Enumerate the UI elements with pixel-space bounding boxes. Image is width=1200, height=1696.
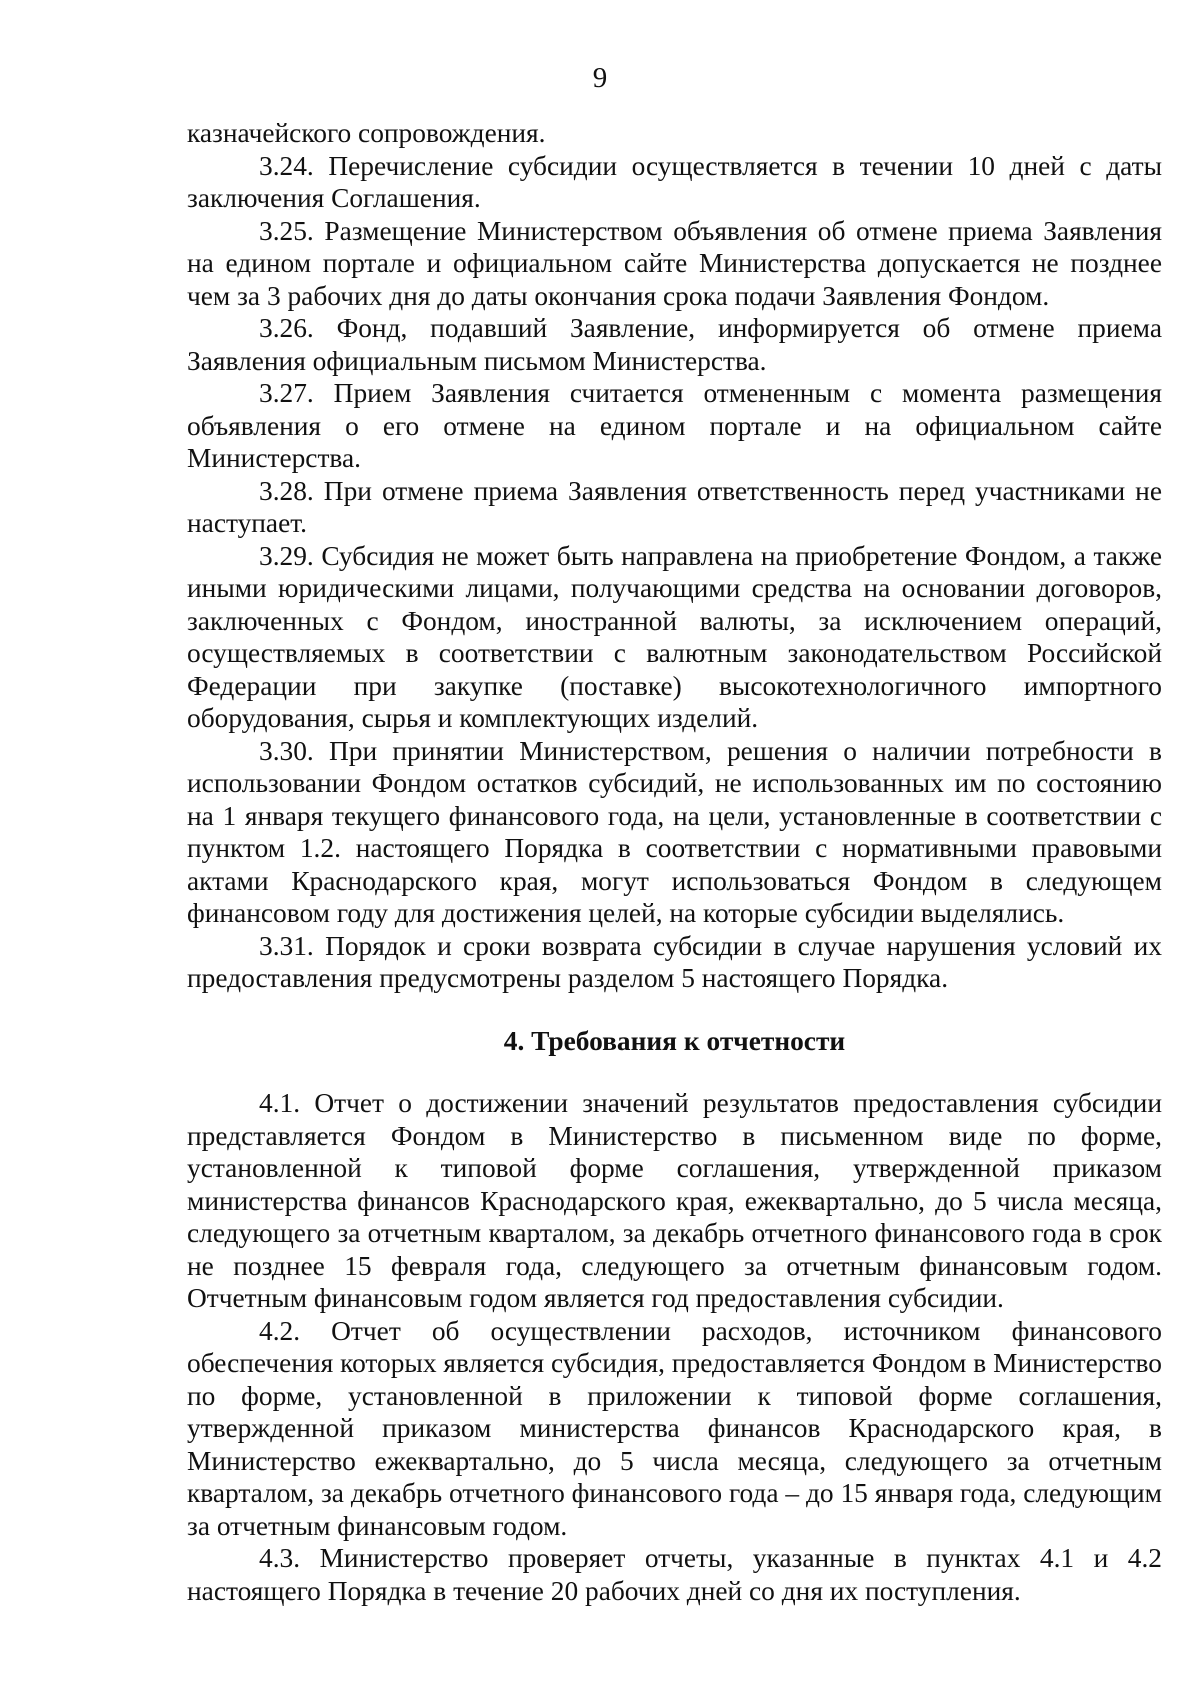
paragraph-3-26: 3.26. Фонд, подавший Заявление, информируется об отмене приема Заявления официальным письмом Министерства. bbox=[187, 313, 1162, 376]
paragraph-continuation: казначейского сопровождения. bbox=[187, 118, 546, 148]
paragraph-3-31: 3.31. Порядок и сроки возврата субсидии в случае нарушения условий их предоставления предусмотрены разделом 5 настоящего Порядка. bbox=[187, 930, 1162, 993]
paragraph-3-29: 3.29. Субсидия не может быть направлена на приобретение Фондом, а также иными юридическими лицами, получающими средства на основании договоров, заключенных с Фондом, иностранной валюты, за исключением операций, осуществляемых в соответствии с валютным законодательством Российской Федерации при закупке (поставке) высокотехнологичного импортного оборудования, сырья и комплектующих изделий. bbox=[187, 540, 1162, 733]
paragraph-4-3: 4.3. Министерство проверяет отчеты, указанные в пунктах 4.1 и 4.2 настоящего Порядка в течение 20 рабочих дней со дня их поступления. bbox=[187, 1543, 1162, 1606]
document-body bbox=[187, 117, 1162, 1607]
paragraph-4-2: 4.2. Отчет об осуществлении расходов, источником финансового обеспечения которых является субсидия, предоставляется Фондом в Министерство по форме, установленной в приложении к типовой форме соглашения, утвержденной приказом министерства финансов Краснодарского края, в Министерство ежеквартально, до 5 числа месяца, следующего за отчетным кварталом, за декабрь отчетного финансового года – до 15 января года, следующим за отчетным финансовым годом. bbox=[187, 1315, 1162, 1541]
paragraph-3-28: 3.28. При отмене приема Заявления ответственность перед участниками не наступает. bbox=[187, 475, 1162, 538]
paragraph-3-30: 3.30. При принятии Министерством, решения о наличии потребности в использовании Фондом остатков субсидий, не использованных им по состоянию на 1 января текущего финансового года, на цели, установленные в соответствии с пунктом 1.2. настоящего Порядка в соответствии с нормативными правовыми актами Краснодарского края, могут использоваться Фондом в следующем финансовом году для достижения целей, на которые субсидии выделялись. bbox=[187, 735, 1162, 928]
paragraph-3-24: 3.24. Перечисление субсидии осуществляется в течении 10 дней с даты заключения Соглашения. bbox=[187, 150, 1162, 213]
page-number: 9 bbox=[592, 62, 608, 94]
paragraph-4-1: 4.1. Отчет о достижении значений результатов предоставления субсидии представляется Фондом в Министерство в письменном виде по форме, установленной к типовой форме соглашения, утвержденной приказом министерства финансов Краснодарского края, ежеквартально, до 5 числа месяца, следующего за отчетным кварталом, за декабрь отчетного финансового года в срок не позднее 15 февраля года, следующего за отчетным финансовым годом. Отчетным финансовым годом является год предоставления субсидии. bbox=[187, 1088, 1162, 1313]
paragraph-3-25: 3.25. Размещение Министерством объявления об отмене приема Заявления на едином портале и официальном сайте Министерства допускается не позднее чем за 3 рабочих дня до даты окончания срока подачи Заявления Фондом. bbox=[187, 215, 1162, 311]
section-heading: 4. Требования к отчетности bbox=[503, 1025, 846, 1056]
paragraph-3-27: 3.27. Прием Заявления считается отмененным с момента размещения объявления о его отмене на едином портале и на официальном сайте Министерства. bbox=[187, 378, 1162, 473]
